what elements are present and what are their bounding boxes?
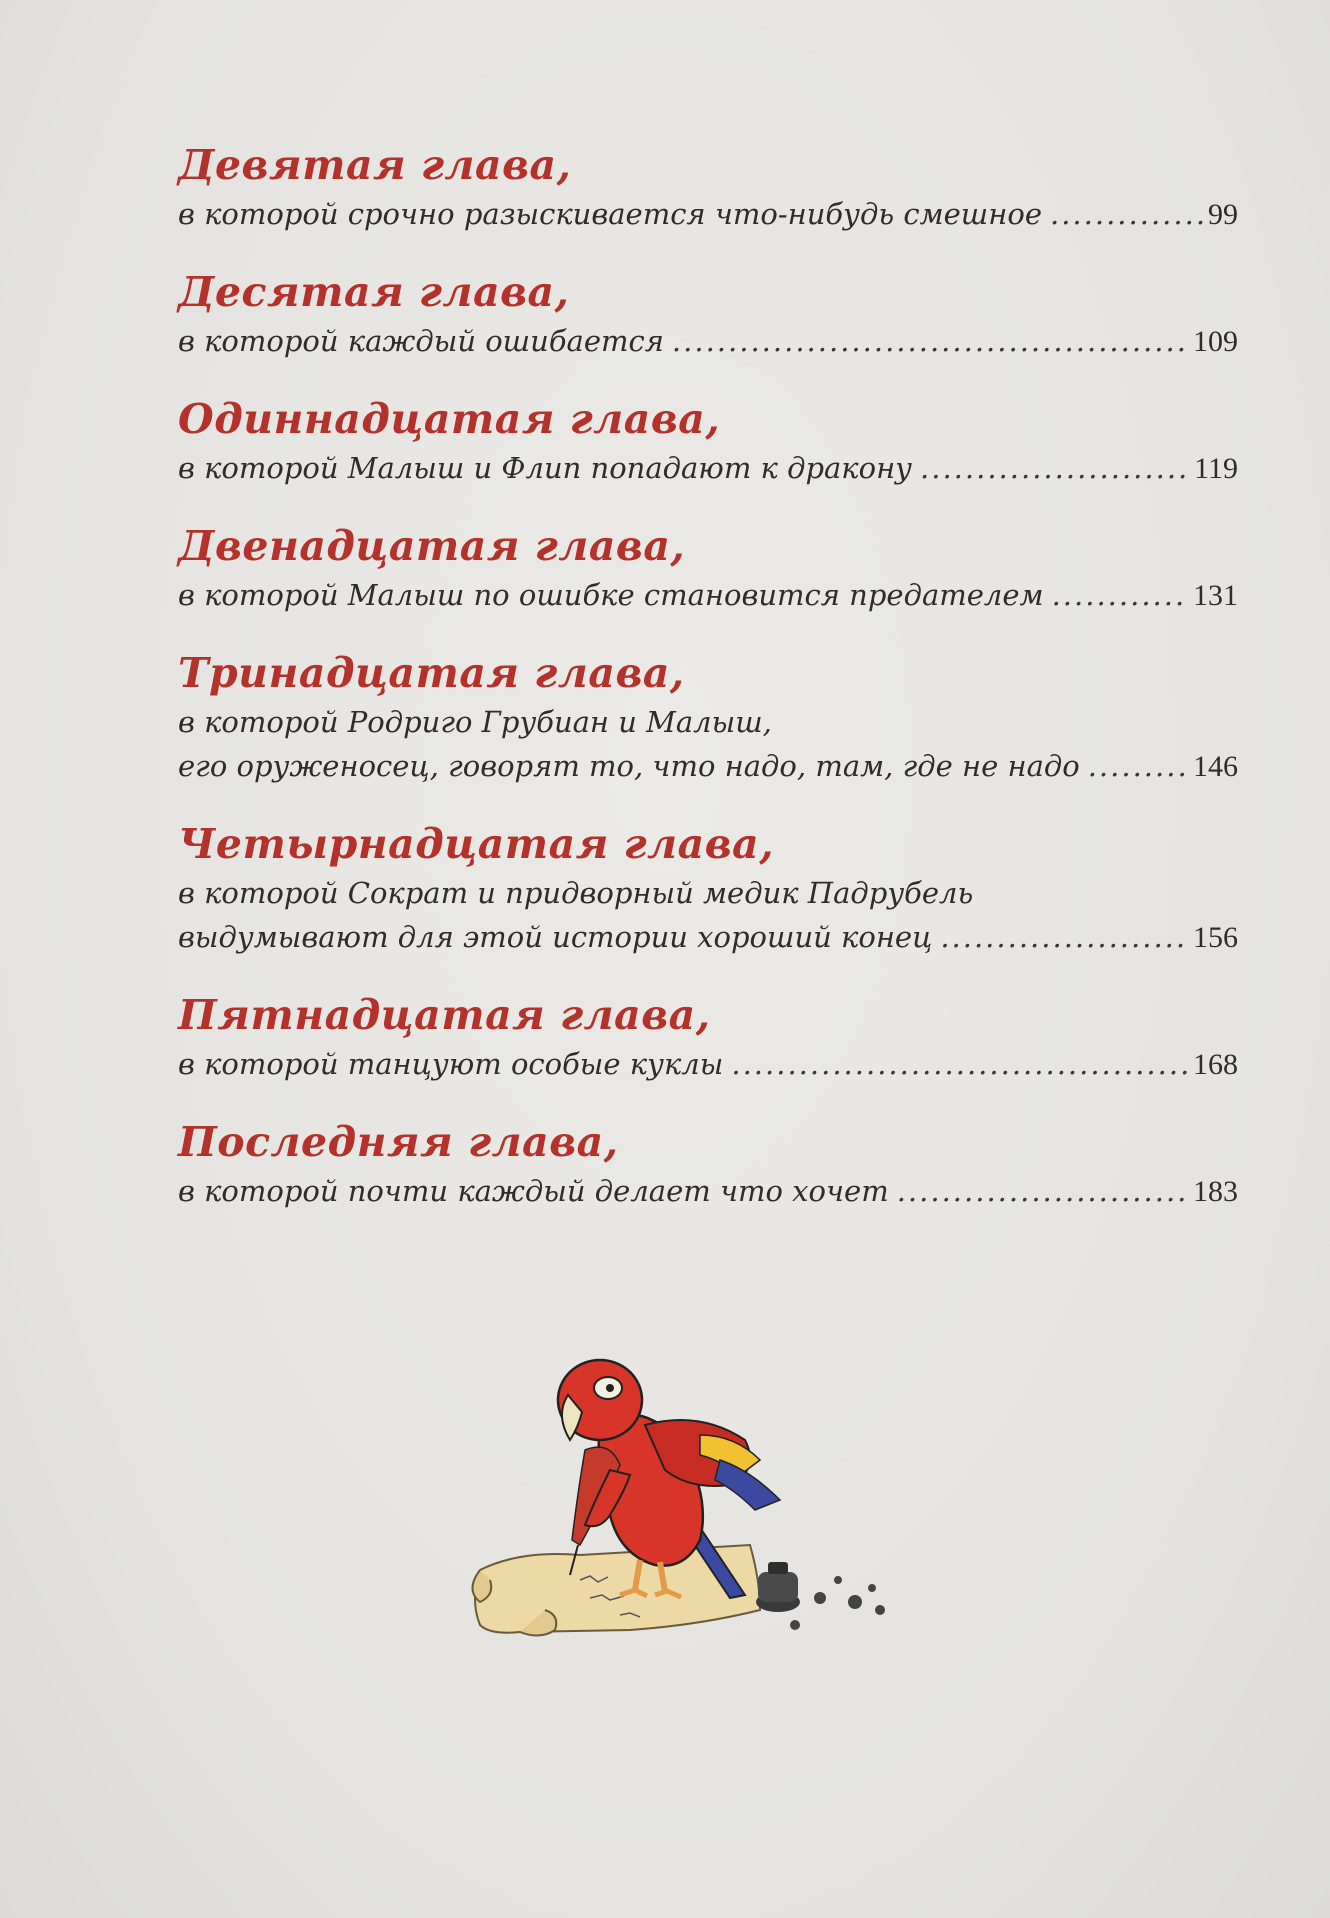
chapter-description: в которой Родриго Грубиан и Малыш, bbox=[178, 705, 772, 739]
chapter-title: Последняя глава, bbox=[178, 1118, 619, 1166]
chapter-description-line bbox=[178, 319, 1238, 364]
page-number: 99 bbox=[1208, 198, 1238, 231]
dot-leader bbox=[672, 319, 1189, 363]
chapter-description-line bbox=[178, 192, 1238, 237]
chapter-title: Четырнадцатая глава, bbox=[178, 820, 775, 868]
page-number: 168 bbox=[1193, 1048, 1238, 1081]
table-of-contents bbox=[178, 138, 1238, 1242]
toc-entry bbox=[178, 138, 1238, 237]
chapter-title: Девятая глава, bbox=[178, 141, 572, 189]
chapter-description-line bbox=[178, 446, 1238, 491]
dot-leader bbox=[731, 1042, 1189, 1086]
dot-leader bbox=[920, 446, 1190, 490]
dot-leader bbox=[1088, 744, 1189, 788]
chapter-title: Одиннадцатая глава, bbox=[178, 395, 721, 443]
page-number: 183 bbox=[1193, 1175, 1238, 1208]
toc-entry bbox=[178, 988, 1238, 1087]
chapter-title: Тринадцатая глава, bbox=[178, 649, 685, 697]
chapter-description: его оруженосец, говорят то, что надо, там, где не надо bbox=[178, 749, 1080, 783]
dot-leader bbox=[940, 915, 1189, 959]
dot-leader bbox=[1050, 192, 1204, 236]
dot-leader bbox=[897, 1169, 1189, 1213]
chapter-description-line bbox=[178, 573, 1238, 618]
chapter-description-line bbox=[178, 744, 1238, 789]
toc-entry bbox=[178, 1115, 1238, 1214]
parrot-writing-with-quill-icon bbox=[460, 1340, 960, 1700]
chapter-description-line bbox=[178, 700, 1238, 744]
page-number: 109 bbox=[1193, 325, 1238, 358]
chapter-description: в которой танцуют особые куклы bbox=[178, 1047, 724, 1081]
toc-entry bbox=[178, 392, 1238, 491]
toc-entry bbox=[178, 646, 1238, 789]
page-number: 131 bbox=[1193, 579, 1238, 612]
chapter-description: в которой срочно разыскивается что-нибудь смешное bbox=[178, 197, 1042, 231]
toc-entry bbox=[178, 265, 1238, 364]
chapter-description-line bbox=[178, 871, 1238, 915]
chapter-description: в которой каждый ошибается bbox=[178, 324, 664, 358]
chapter-description: в которой Сократ и придворный медик Падрубель bbox=[178, 876, 974, 910]
chapter-description: в которой Малыш по ошибке становится предателем bbox=[178, 578, 1044, 612]
chapter-title: Пятнадцатая глава, bbox=[178, 991, 711, 1039]
toc-entry bbox=[178, 519, 1238, 618]
chapter-description: выдумывают для этой истории хороший конец bbox=[178, 920, 933, 954]
chapter-description-line bbox=[178, 915, 1238, 960]
chapter-description: в которой Малыш и Флип попадают к дракону bbox=[178, 451, 913, 485]
chapter-description-line bbox=[178, 1042, 1238, 1087]
chapter-description: в которой почти каждый делает что хочет bbox=[178, 1174, 889, 1208]
page-number: 146 bbox=[1193, 750, 1238, 783]
page-number: 119 bbox=[1194, 452, 1238, 485]
chapter-title: Десятая глава, bbox=[178, 268, 570, 316]
toc-entry bbox=[178, 817, 1238, 960]
page-number: 156 bbox=[1193, 921, 1238, 954]
chapter-title: Двенадцатая глава, bbox=[178, 522, 686, 570]
chapter-description-line bbox=[178, 1169, 1238, 1214]
dot-leader bbox=[1052, 573, 1189, 617]
